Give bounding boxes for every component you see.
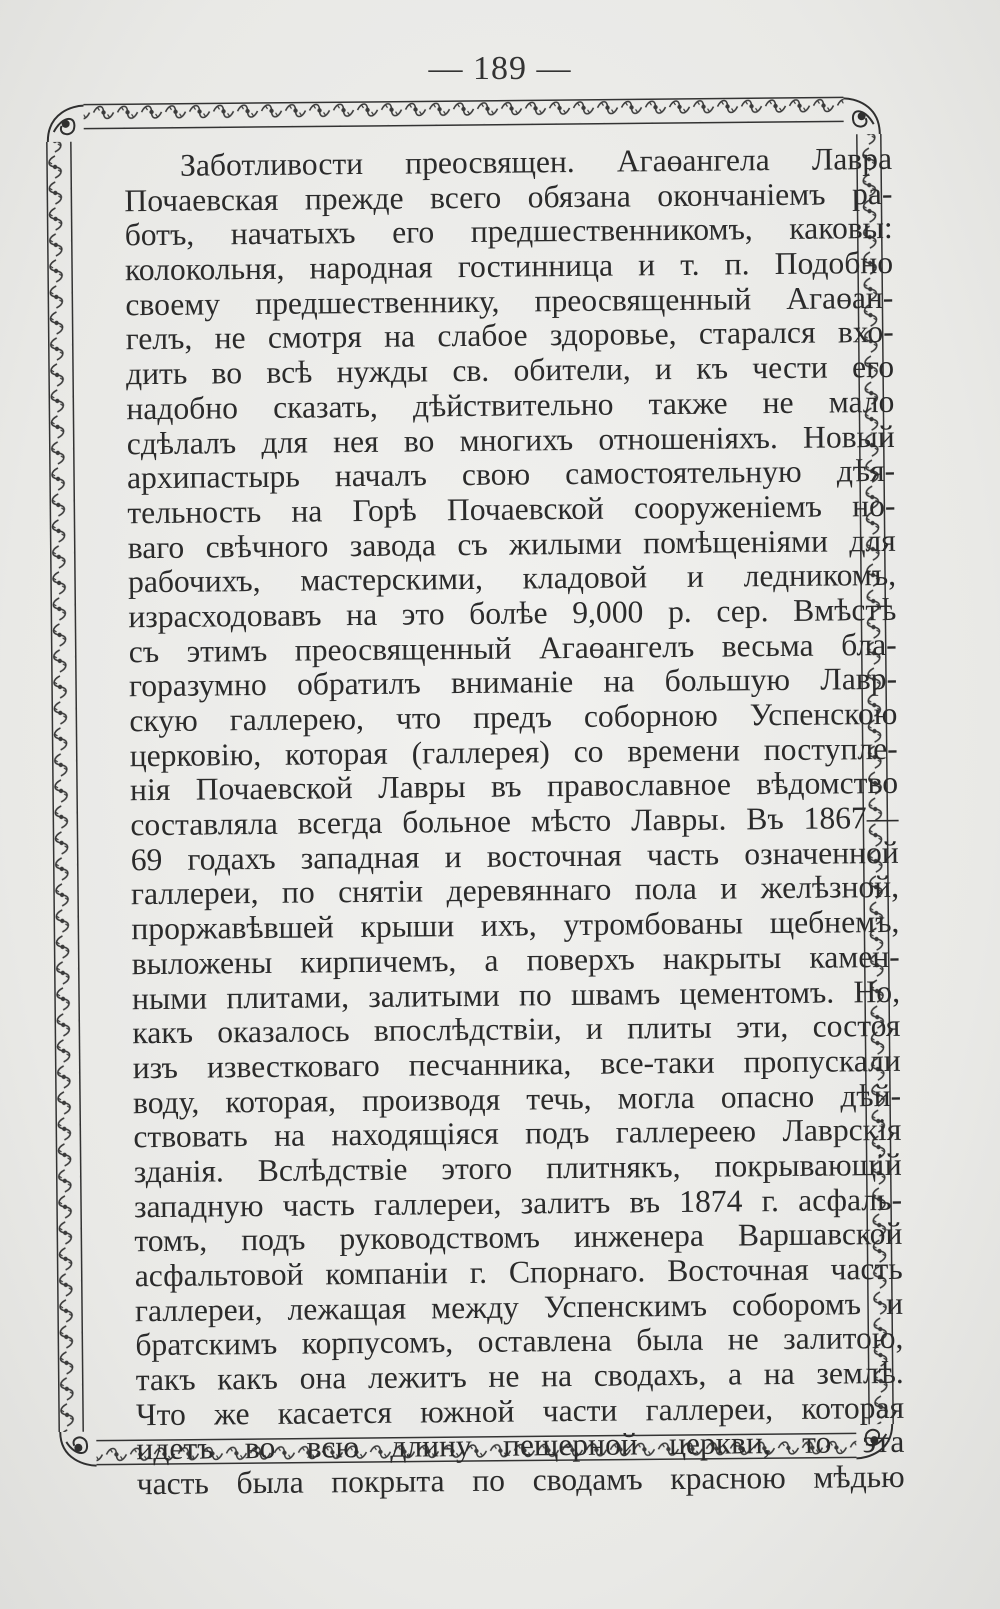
text-line: горазумно обратилъ вниманіе на большую Лавр-: [128, 661, 898, 704]
text-line: своему предшественнику, преосвященный Агаөан-: [125, 279, 894, 323]
text-line: колокольня, народная гостинница и т. п. Подобно: [124, 244, 894, 288]
text-line: ваго свѣчного завода съ жилыми помѣщеніями для: [127, 522, 896, 565]
text-line: Почаевская прежде всего обязана окончаніемъ ра-: [124, 175, 893, 218]
text-line: дить во всѣ нужды св. обители, и къ чести его: [125, 349, 895, 392]
text-line: ными плитами, залитыми по швамъ цементомъ. Но,: [131, 973, 901, 1016]
text-line: какъ оказалось впослѣдствіи, и плиты эти, состоя: [132, 1008, 901, 1051]
text-line: часть была покрыта по сводамъ красною мѣдью: [136, 1458, 905, 1502]
ornamental-frame: [43, 94, 905, 1502]
text-line: ствовать на находящіяся подъ галлереею Лаврскія: [133, 1112, 902, 1155]
text-line: гелъ, не смотря на слабое здоровье, старался вхо-: [125, 314, 894, 357]
text-line: сдѣлалъ для нея во многихъ отношеніяхъ. Новый: [126, 418, 895, 461]
text-line: Что же касается южной части галлереи, которая: [135, 1389, 905, 1432]
page-number: — 189 —: [428, 50, 572, 87]
text-line: рабочихъ, мастерскими, кладовой и ледникомъ,: [127, 557, 897, 600]
text-line: составляла всегда больное мѣсто Лавры. Въ 1867—: [130, 799, 899, 843]
text-line: скую галлерею, что предъ соборною Успенскою: [129, 695, 898, 739]
text-line: ботъ, начатыхъ его предшественникомъ, каковы:: [124, 210, 893, 253]
text-line: Заботливости преосвящен. Агаөангела Лавра: [179, 140, 893, 183]
text-line: такъ какъ она лежитъ не на сводахъ, а на землѣ.: [135, 1354, 904, 1398]
text-line: братскимъ корпусомъ, оставлена была не залитою,: [135, 1320, 904, 1363]
text-line: галлереи, лежащая между Успенскимъ соборомъ и: [134, 1285, 904, 1328]
body-text: [124, 142, 905, 1502]
text-line: галлереи, по снятіи деревяннаго пола и желѣзной,: [130, 869, 900, 912]
text-line: выложены кирпичемъ, а поверхъ накрыты камен-: [131, 938, 900, 982]
text-line: надобно сказать, дѣйствительно также не мало: [126, 383, 895, 427]
text-line: церковію, которая (галлерея) со времени поступле-: [129, 730, 898, 773]
text-line: асфальтовой компаніи г. Спорнаго. Восточная часть: [134, 1250, 903, 1294]
text-line: идетъ во всю длину пещерной церкви, то эта: [136, 1424, 905, 1467]
text-line: зданія. Вслѣдствіе этого плитнякъ, покрывающій: [133, 1146, 902, 1190]
text-line: воду, которая, производя течь, могла опасно дѣй-: [132, 1077, 902, 1120]
text-line: нія Почаевской Лавры въ православное вѣдомство: [129, 765, 899, 808]
text-line: изъ известковаго песчанника, все-таки пропускали: [132, 1042, 901, 1086]
text-line: израсходовавъ на это болѣе 9,000 р. сер. Вмѣстѣ: [128, 591, 897, 635]
text-line: съ этимъ преосвященный Агаөангелъ весьма бла-: [128, 626, 897, 669]
text-line: архипастырь началъ свою самостоятельную дѣя-: [126, 453, 896, 496]
text-line: западную часть галлереи, залитъ въ 1874 г. асфаль-: [133, 1181, 903, 1224]
text-line: 69 годахъ западная и восточная часть означенной: [130, 834, 899, 878]
text-line: томъ, подъ руководствомъ инженера Варшавской: [134, 1216, 903, 1259]
text-line: проржавѣвшей крыши ихъ, утромбованы щебнемъ,: [131, 904, 900, 947]
text-line: тельность на Горѣ Почаевской сооруженіемъ но-: [127, 487, 896, 531]
